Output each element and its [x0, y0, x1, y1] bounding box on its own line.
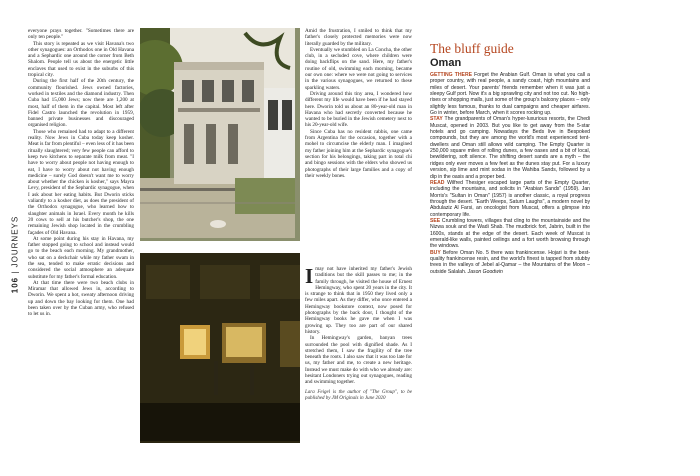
paragraph: Driving around this tiny area, I wondered how different my life would have been if he had stayed here. Dworin told us about an 80-year-old man in Havana who had secretly converted because he wanted to be buried in the Jewish cemetery next to his 20-year-old wife. — [305, 90, 412, 129]
paragraph: At some point during his stay in Havana, my father stopped going to school and instead would go to the beach each morning. My grandmother, who sat on a deckchair while my father swam in the sea, tended to make erratic decisions and considered the social atmosphere an adequate substitute for my father's formal education. — [28, 235, 134, 280]
article-column-mid-bottom — [305, 266, 412, 466]
entry-text: Before Oman No. 5 there was frankincense. Hojari is the best-quality frankincense resin, and the world's finest is tapped from stubby trees in the valleys of Jebel al-Qamar – the Mountains of the Moon – outside Salalah. — [430, 249, 590, 275]
street-photo-illustration — [140, 28, 295, 238]
sidebar-entry — [430, 72, 590, 116]
entry-text: Wilfred Thesiger escaped large parts of the Empty Quarter, including the mountains, and solicits in "Arabian Sands" (1959). Jan Morris's "Sultan in Oman" (1957) is another classic, a royal progress through the desert. "Earth Weeps, Saturn Laughs", a modern novel by Abdulaziz Al Farsi, an oncologist from Muscat, offers a glimpse into contemporary life. — [430, 179, 590, 218]
article-column-left — [28, 28, 134, 468]
entry-keyword: SEE — [430, 217, 441, 224]
entry-keyword: READ — [430, 179, 445, 186]
night-photo-illustration — [140, 253, 300, 441]
paragraph: In Hemingway's garden, banyan trees surrounded the pool with dignified shade. As I stretched them, I saw the fragility of the tree beneath the roots. I also saw that it was too late for us, my father and me, to create a new heritage. Instead we must make do with who we already are: hesitant Londoners trying out synagogues, reading and swimming together. — [305, 335, 412, 386]
paragraph: At that time there were two beach clubs in Miramar that allowed Jews in, according to Dworin. We spent a hot, sweaty afternoon driving up and down the bay looking for them. One had been taken over by the Cuban army, who refused to let us in. — [28, 279, 134, 318]
paragraph: Amid the frustration, I smiled to think that my father's closely protected memories were now literally guarded by the military. — [305, 28, 412, 47]
folio: 106 | JOURNEYS — [10, 215, 20, 294]
sidebar-entry — [430, 116, 590, 179]
bluff-guide-sidebar — [430, 28, 590, 472]
drop-cap: I — [305, 266, 314, 288]
paragraph: Eventually we stumbled on La Concha, the other club, in a secluded cove, where children were doing backflips on the sand. Here, my father's routine of old, swimming each morning, became our own one: where we were not going to services in the various synagogues, we returned to these sparkling waters. — [305, 46, 412, 91]
sidebar-title: The bluff guide — [430, 41, 514, 56]
page-number: 106 — [10, 276, 20, 294]
sidebar-byline: Jason Goodwin — [467, 268, 503, 275]
author-credit: Lara Feigel is the author of "The Group", to be published by JM Originals in June 2020 — [305, 389, 412, 401]
paragraph: During the first half of the 20th century, the community flourished. Jews owned factories, worked in textiles and the diamond industry. Then Cuba had 15,000 Jews; now there are 1,200 at most, half of them in the capital. Most left after Fidel Castro launched the revolution in 1959, banned private businesses and discouraged organised religion. — [28, 78, 134, 129]
sidebar-subtitle: Oman — [430, 57, 462, 69]
havana-night-street-photo — [140, 253, 300, 443]
paragraph: This story is repeated as we visit Havana's two other synagogues: an Orthodox one in Old Havana and a Sephardic one around the corner from Beth Shalom. People tell us about the energetic little enclaves that used to exist in the suburbs of this tropical city. — [28, 40, 134, 79]
entry-keyword: BUY — [430, 249, 441, 256]
paragraph: everyone prays together. "Sometimes there are only ten people." — [28, 28, 134, 41]
havana-street-photo — [140, 28, 300, 241]
paragraph: Since Cuba has no resident rabbis, one came from Argentina for the occasion, together with a mohel to circumcise the elderly man. I imagined my father joining him at the Sephardic synagogue's section for his belongings, taking part in total chi and bingo sessions with the elders who showed us photographs of their large families and a copy of their weekly bones. — [305, 128, 412, 179]
sidebar-entry — [430, 180, 590, 218]
entry-text: The grandparents of Oman's hyper-luxurious resorts, the Chedi Muscat, opened in 2003. But you like to get away from the 5-star hotels and go camping. Nowadays the Beds live in Bespoked compounds, but they are among the world's most experienced tent-dwellers and Oman still allows wild camping. The Empty Quarter is 250,000 square miles of rolling dunes, a few oases and a bit of local, bewildering, soft silence. The shifting desert sands are a myth – the ridges only ever moves a few feet as the dunes stay put. For a luxury version, sip lime and mint sodas in the Wahiba Sands, followed by a dip in the oasis and a proper bed. — [430, 116, 590, 180]
sidebar-entry — [430, 250, 590, 275]
sidebar-body — [430, 72, 590, 275]
entry-keyword: GETTING THERE — [430, 72, 473, 78]
paragraph: Those who remained had to adapt to a different reality. Now Jews in Cuba today keep kosher. Meat is far from plentiful – even less of it has been ritually slaughtered; very few people can afford to keep two kitchens to separate milk from meat. "I have to worry about people not having enough to eat, I have to worry about not having enough medicine – surely God doesn't want me to worry about whether the chicken is kosher," says Mayra Levy, president of the Sephardic synagogue, when I ask about her eating habits. But Dworin sticks valiantly to a kosher diet, as does the president of the Orthodox synagogue, who learned how to slaughter animals in Israel. Every month he kills 20 cows to sell at his butcher's shop, the one remaining Jewish shop located in the crumbling façades of Old Havana. — [28, 128, 134, 236]
entry-text: Crumbling towers, villages that cling to the mountainside and the Nizwa souk and the Wadi Shab. The mudbrick fort, Jabrin, built in the 1600s, stands at the edge of the desert. Each week of Muscat is emerald-like walls, painted ceilings and a fort worth browsing through the windows. — [430, 217, 590, 250]
paragraph: may not have inherited my father's Jewish traditions but the skill passes to me; in the family through, he visited the house of Ernest Hemingway, who spent 20 years in the city. It is strange to think that in 1950 they lived only a few miles apart. As they differ, who once entered a Hemingway bookstore context, now posed for photographs by the back door, I thought of the Hemingway books he gave me when I was growing up. They too are part of our shared history. — [305, 266, 412, 335]
article-text-mid-top — [305, 28, 412, 250]
entry-text: Forget the Arabian Gulf. Oman is what you call a proper country, with real people, a sandy coast, high mountains and miles of desert. Your parents' friends remember when it was just a sleepy Gulf port. Now it's a big sprawling city and not too cut. No high-rises or shopping malls, just some of the group's balcony places – only slightly less famous, thanks to dual campaigns and cheaper airfares. Go in winter, before March, when it scores rocking up. — [430, 72, 590, 117]
entry-keyword: STAY — [430, 116, 443, 123]
section-name: JOURNEYS — [10, 215, 20, 268]
sidebar-entry — [430, 218, 590, 250]
